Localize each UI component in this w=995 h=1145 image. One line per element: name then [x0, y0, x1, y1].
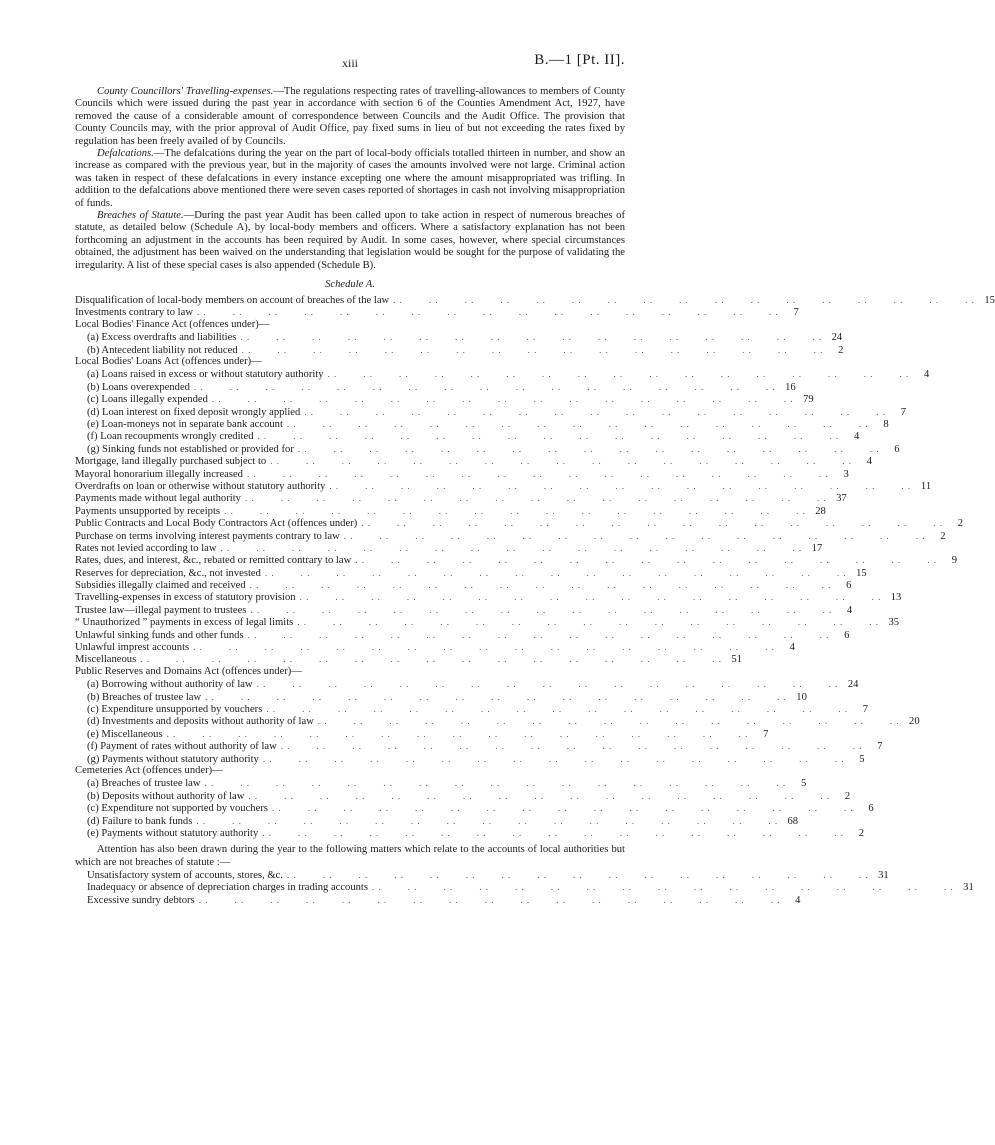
- row-count: 5: [859, 753, 865, 765]
- leader-dots: [236, 331, 822, 343]
- row-label: Rates, dues, and interest, &c., rebated or remitted contrary to law: [75, 555, 352, 567]
- row-label: (d) Investments and deposits without authority of law: [87, 716, 314, 728]
- row-count: 20: [909, 716, 920, 728]
- row-label: Unlawful imprest accounts: [75, 642, 190, 654]
- row-label: (b) Loans overexpended: [87, 381, 190, 393]
- row-label: (a) Excess overdrafts and liabilities: [87, 332, 237, 344]
- row-label: (f) Payment of rates without authority of law: [87, 741, 277, 753]
- row-label: Payments made without legal authority: [75, 493, 241, 505]
- row-label: (d) Loan interest on fixed deposit wrongly applied: [87, 406, 301, 418]
- schedule-row: [75, 344, 844, 356]
- schedule-row: [75, 455, 872, 468]
- row-label: Mayoral honorarium illegally increased: [75, 468, 243, 480]
- row-label: (e) Miscellaneous: [87, 728, 163, 740]
- row-count: 7: [900, 406, 907, 418]
- leader-dots: [261, 567, 847, 579]
- row-label: (c) Expenditure unsupported by vouchers: [87, 703, 263, 715]
- row-count: 5: [800, 778, 807, 790]
- row-count: 4: [846, 604, 853, 616]
- row-count: 2: [838, 344, 844, 356]
- schedule-row: [75, 715, 920, 728]
- schedule-row: [75, 691, 807, 703]
- schedule-group-heading: [75, 356, 625, 368]
- schedule-row: [75, 703, 869, 715]
- schedule-title: Schedule A.: [325, 279, 375, 291]
- schedule-row: [75, 306, 799, 319]
- schedule-row: [75, 815, 799, 827]
- schedule-row: [75, 430, 860, 443]
- schedule-row: [75, 443, 900, 455]
- paragraph-text: —The defalcations during the year on the part of local-body officials totalled thirteen in number, and show an increase as compared with the previous year, but in the majority of cases the amounts involved were not large. Criminal action was taken in respect of these defalcations in every instance excepting one where the amount misappropriated was trifling. In addition to the defalcations above mentioned there were seven cases reported of shortages in cash not involving misappropriation of funds.: [75, 148, 625, 209]
- leader-dots: [314, 715, 900, 727]
- schedule-row: [75, 740, 883, 753]
- leader-dots: [189, 641, 775, 653]
- row-count: 9: [951, 555, 957, 567]
- leader-dots: [190, 381, 776, 393]
- leader-dots: [340, 530, 926, 542]
- row-label: Reserves for depreciation, &c., not invested: [75, 567, 261, 579]
- leader-dots: [246, 604, 832, 616]
- leader-dots: [283, 418, 869, 430]
- attention-section: [75, 844, 974, 906]
- row-count: 35: [888, 617, 900, 629]
- row-label: (g) Payments without statutory authority: [87, 753, 259, 765]
- row-count: 8: [883, 419, 889, 430]
- leader-dots: [258, 827, 844, 839]
- row-count: 31: [963, 882, 974, 894]
- row-count: 7: [763, 728, 769, 740]
- page-number: xiii: [341, 56, 358, 70]
- leader-dots: [241, 492, 827, 504]
- row-count: 68: [787, 815, 799, 827]
- attention-list: [75, 869, 974, 906]
- leader-dots: [368, 881, 954, 893]
- row-count: 7: [793, 307, 799, 319]
- row-count: 2: [940, 530, 946, 542]
- row-label: Public Contracts and Local Body Contractors Act (offences under): [75, 518, 358, 530]
- schedule-row: [75, 505, 826, 517]
- row-label: Local Bodies' Loans Act (offences under)—: [75, 356, 262, 368]
- row-count: 51: [731, 654, 742, 666]
- attention-row: [75, 894, 801, 906]
- row-count: 6: [894, 443, 900, 455]
- schedule-row: [75, 418, 889, 430]
- row-label: Trustee law—illegal payment to trustees: [75, 604, 247, 616]
- row-label: “ Unauthorized ” payments in excess of legal limits: [75, 617, 294, 629]
- schedule-row: [75, 406, 907, 418]
- paragraph-heading: Defalcations.: [97, 148, 154, 160]
- schedule-row: [75, 368, 930, 381]
- row-label: (e) Payments without statutory authority: [87, 827, 259, 839]
- leader-dots: [253, 678, 839, 690]
- schedule-row: [75, 530, 946, 542]
- row-count: 6: [846, 580, 852, 592]
- row-count: 37: [836, 493, 847, 505]
- schedule-row: [75, 468, 849, 480]
- leader-dots: [351, 554, 937, 566]
- row-count: 6: [868, 803, 874, 815]
- row-count: 4: [795, 894, 801, 906]
- row-label: Purchase on terms involving interest payments contrary to law: [75, 530, 340, 542]
- leader-dots: [294, 443, 880, 455]
- paragraph-defalcations: [75, 148, 625, 210]
- paragraph-travelling-expenses: [75, 86, 625, 148]
- schedule-row: [75, 579, 852, 592]
- leader-dots: [357, 517, 943, 529]
- schedule-row: [75, 802, 874, 815]
- leader-dots: [195, 894, 781, 906]
- row-label: Public Reserves and Domains Act (offences under)—: [75, 665, 302, 677]
- schedule-group-heading: [75, 319, 625, 331]
- row-label: Travelling-expenses in excess of statutory provision: [75, 592, 296, 604]
- leader-dots: [262, 703, 848, 715]
- schedule-row: [75, 653, 742, 666]
- leader-dots: [293, 616, 879, 628]
- row-label: (f) Loan recoupments wrongly credited: [87, 431, 254, 443]
- schedule-row: [75, 790, 851, 802]
- leader-dots: [163, 728, 749, 740]
- row-label: Local Bodies' Finance Act (offences under)—: [75, 318, 270, 330]
- document-reference: B.—1 [Pt. II].: [534, 52, 625, 68]
- leader-dots: [300, 406, 886, 418]
- row-label: Payments unsupported by receipts: [75, 505, 221, 517]
- schedule-group-heading: [75, 666, 625, 678]
- row-label: (a) Breaches of trustee law: [87, 778, 201, 790]
- schedule-row: [75, 629, 850, 641]
- schedule-row: [75, 517, 963, 530]
- leader-dots: [325, 480, 911, 492]
- leader-dots: [193, 306, 779, 318]
- leader-dots: [324, 368, 910, 380]
- leader-dots: [201, 777, 787, 789]
- leader-dots: [268, 802, 854, 814]
- row-count: 10: [796, 691, 807, 703]
- row-label: Unsatisfactory system of accounts, stores, &c.: [87, 870, 283, 882]
- row-count: 31: [878, 870, 889, 882]
- row-label: Cemeteries Act (offences under)—: [75, 764, 223, 776]
- paragraph-breaches-of-statute: [75, 210, 625, 272]
- row-count: 4: [924, 369, 930, 381]
- row-count: 16: [785, 381, 796, 393]
- row-label: (a) Loans raised in excess or without statutory authority: [87, 369, 324, 381]
- schedule-row: [75, 827, 864, 839]
- schedule-row: [75, 777, 807, 790]
- schedule-row: [75, 641, 795, 654]
- row-count: 3: [843, 468, 849, 480]
- document-body: [75, 86, 995, 906]
- row-label: (b) Antecedent liability not reduced: [87, 344, 238, 356]
- attention-paragraph: Attention has also been drawn during the year to the following matters which relate to the accounts of local authorities but which are not breaches of statute :—: [75, 844, 625, 868]
- row-label: Mortgage, land illegally purchased subject to: [75, 456, 267, 468]
- leader-dots: [277, 740, 863, 752]
- row-label: Subsidies illegally claimed and received: [75, 580, 246, 592]
- leader-dots: [283, 869, 869, 881]
- schedule-row: [75, 554, 957, 567]
- schedule-row: [75, 567, 867, 579]
- row-count: 2: [957, 518, 963, 530]
- schedule-row: [75, 381, 796, 393]
- leader-dots: [217, 542, 803, 554]
- row-label: Unlawful sinking funds and other funds: [75, 629, 244, 641]
- row-label: Overdrafts on loan or otherwise without statutory authority: [75, 480, 326, 492]
- row-count: 4: [853, 431, 860, 443]
- schedule-row: [75, 393, 814, 406]
- leader-dots: [259, 753, 845, 765]
- leader-dots: [136, 653, 722, 665]
- leader-dots: [201, 691, 787, 703]
- row-count: 15: [856, 567, 867, 579]
- row-count: 7: [877, 741, 883, 753]
- row-label: (a) Borrowing without authority of law: [87, 679, 253, 691]
- row-label: Disqualification of local-body members on account of breaches of the law: [75, 295, 390, 307]
- row-label: (c) Loans illegally expended: [87, 394, 208, 406]
- leader-dots: [192, 815, 778, 827]
- row-label: (b) Breaches of trustee law: [87, 691, 202, 703]
- row-count: 2: [844, 790, 851, 802]
- schedule-row: [75, 331, 843, 344]
- row-label: (d) Failure to bank funds: [87, 815, 193, 827]
- schedule-list: [75, 294, 995, 839]
- leader-dots: [238, 344, 824, 356]
- row-count: 28: [815, 505, 826, 517]
- paragraph-heading: County Councillors' Travelling-expenses.: [97, 86, 274, 97]
- leader-dots: [296, 591, 882, 603]
- row-count: 24: [831, 332, 843, 344]
- schedule-row: [75, 728, 769, 740]
- schedule-group-heading: [75, 765, 625, 777]
- paragraph-heading: Breaches of Statute.: [97, 210, 184, 222]
- row-count: 7: [862, 703, 869, 715]
- leader-dots: [266, 455, 852, 467]
- row-count: 11: [920, 480, 932, 492]
- leader-dots: [254, 430, 840, 442]
- schedule-row: [75, 492, 847, 505]
- leader-dots: [244, 629, 830, 641]
- schedule-row: [75, 616, 900, 629]
- row-label: Excessive sundry debtors: [87, 894, 195, 906]
- row-label: (g) Sinking funds not established or provided for: [87, 443, 294, 455]
- row-count: 24: [847, 679, 859, 691]
- row-count: 6: [844, 629, 850, 641]
- row-count: 4: [789, 642, 795, 654]
- row-count: 17: [811, 542, 823, 554]
- schedule-row: [75, 294, 995, 307]
- row-label: Inadequacy or absence of depreciation charges in trading accounts: [87, 882, 369, 894]
- row-label: (b) Deposits without authority of law: [87, 790, 245, 802]
- leader-dots: [244, 790, 830, 802]
- schedule-row: [75, 604, 853, 616]
- row-count: 79: [803, 394, 814, 406]
- schedule-row: [75, 591, 902, 604]
- leader-dots: [389, 294, 975, 306]
- row-count: 15: [984, 295, 995, 307]
- row-count: 2: [858, 827, 864, 839]
- row-label: Miscellaneous: [75, 654, 137, 666]
- row-label: (e) Loan-moneys not in separate bank account: [87, 419, 283, 430]
- row-label: Investments contrary to law: [75, 307, 193, 319]
- schedule-row: [75, 480, 932, 492]
- row-label: (c) Expenditure not supported by vouchers: [87, 803, 268, 815]
- leader-dots: [246, 579, 832, 591]
- paragraph-text: —During the past year Audit has been called upon to take action in respect of numerous breaches of statute, as detailed below (Schedule A), by local-body members and officers. Where a satisfactory explanation has not been forthcoming an adjustment in the accounts has been required by Audit. In some cases, however, where special circumstances obtained, the adjustment has been waived on the understanding that legislation would be sought for the purpose of validating the irregularity. A list of these special cases is also appended (Schedule B).: [75, 210, 625, 271]
- leader-dots: [243, 468, 829, 480]
- attention-row: [75, 869, 889, 882]
- row-label: Rates not levied according to law: [75, 542, 217, 554]
- paragraph-text: —The regulations respecting rates of travelling-allowances to members of County Councils which were issued during the past year in accordance with section 6 of the Counties Amendment Act, 1927, have removed the cause of a considerable amount of correspondence between Councils and the Audit Office. The provision that County Councils may, with the prior approval of Audit Office, pay fixed sums in lieu of but not exceeding the rates fixed by regulation has been freely availed of by Councils.: [75, 86, 625, 147]
- attention-row: [75, 881, 974, 894]
- leader-dots: [220, 505, 806, 517]
- schedule-row: [75, 542, 823, 554]
- leader-dots: [208, 393, 794, 405]
- schedule-row: [75, 678, 859, 691]
- schedule-row: [75, 753, 865, 765]
- row-count: 4: [866, 456, 872, 468]
- row-count: 13: [890, 592, 902, 604]
